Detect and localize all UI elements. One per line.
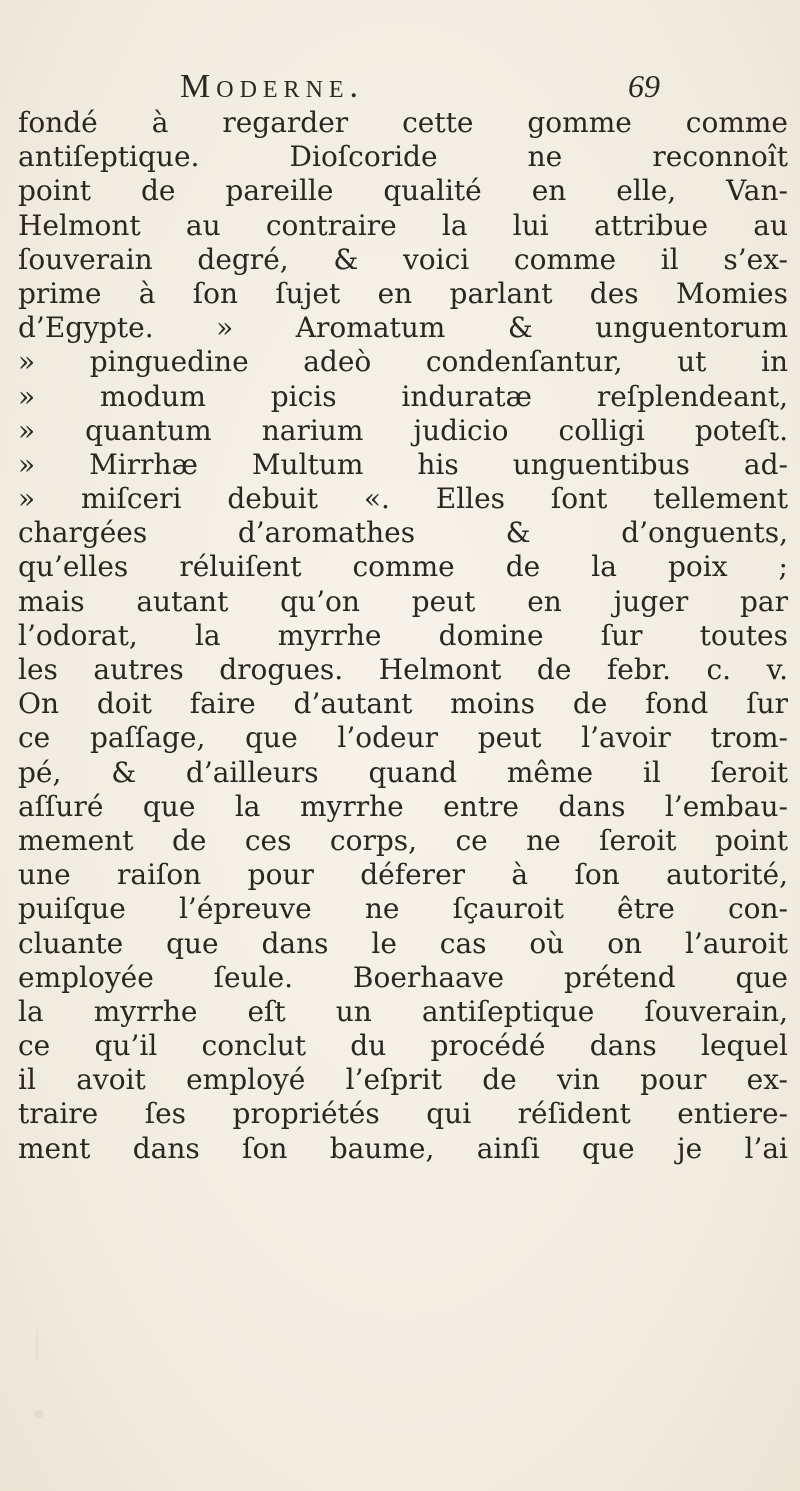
- paper-blemish: [36, 1330, 38, 1360]
- text-line: ſouverain degré, & voici comme il s’ex-: [18, 242, 788, 276]
- text-line: On doit faire d’autant moins de fond ſur: [18, 687, 788, 721]
- text-line: ce paſſage, que l’odeur peut l’avoir trom-: [18, 721, 788, 755]
- text-line: une raiſon pour déferer à ſon autorité,: [18, 858, 788, 892]
- text-line: » miſceri debuit «. Elles ſont tellement: [18, 482, 788, 516]
- text-line: mais autant qu’on peut en juger par: [18, 584, 788, 618]
- text-line: » pinguedine adeò condenſantur, ut in: [18, 345, 788, 379]
- text-line: prime à ſon ſujet en parlant des Momies: [18, 276, 788, 310]
- text-line: cluante que dans le cas où on l’auroit: [18, 926, 788, 960]
- running-head: Moderne.: [180, 68, 365, 105]
- text-line: chargées d’aromathes & d’onguents,: [18, 516, 788, 550]
- text-line: l’odorat, la myrrhe domine ſur toutes: [18, 618, 788, 652]
- text-line: antiſeptique. Dioſcoride ne reconnoît: [18, 140, 788, 174]
- page-number: 69: [628, 68, 660, 104]
- text-line: employée ſeule. Boerhaave prétend que: [18, 960, 788, 994]
- text-line: » modum picis induratæ reſplendeant,: [18, 379, 788, 413]
- text-line: mement de ces corps, ce ne ſeroit point: [18, 823, 788, 857]
- text-line: point de pareille qualité en elle, Van-: [18, 174, 788, 208]
- text-line: ce qu’il conclut du procédé dans lequel: [18, 1029, 788, 1063]
- text-line: Helmont au contraire la lui attribue au: [18, 208, 788, 242]
- text-line: fondé à regarder cette gomme comme: [18, 106, 788, 139]
- text-line: les autres drogues. Helmont de febr. c. v.: [18, 653, 788, 686]
- text-line: » Mirrhæ Multum his unguentibus ad-: [18, 447, 788, 481]
- text-line: » quantum narium judicio colligi poteſt.: [18, 413, 788, 447]
- text-line: pé, & d’ailleurs quand même il ſeroit: [18, 755, 788, 789]
- page-header: [180, 68, 660, 108]
- text-line: puiſque l’épreuve ne ſçauroit être con-: [18, 892, 788, 926]
- body-text: [18, 106, 788, 1166]
- text-line: traire ſes propriétés qui réſident entiere-: [18, 1097, 788, 1131]
- text-line: d’Egypte. » Aromatum & unguentorum: [18, 311, 788, 345]
- text-line: ment dans ſon baume, ainſi que je l’ai: [18, 1131, 788, 1165]
- text-line: il avoit employé l’eſprit de vin pour ex-: [18, 1063, 788, 1097]
- paper-speck: [34, 1410, 44, 1418]
- text-line: aſſuré que la myrrhe entre dans l’embau-: [18, 789, 788, 823]
- text-line: qu’elles réluiſent comme de la poix ;: [18, 550, 788, 584]
- text-line: la myrrhe eſt un antiſeptique ſouverain,: [18, 994, 788, 1028]
